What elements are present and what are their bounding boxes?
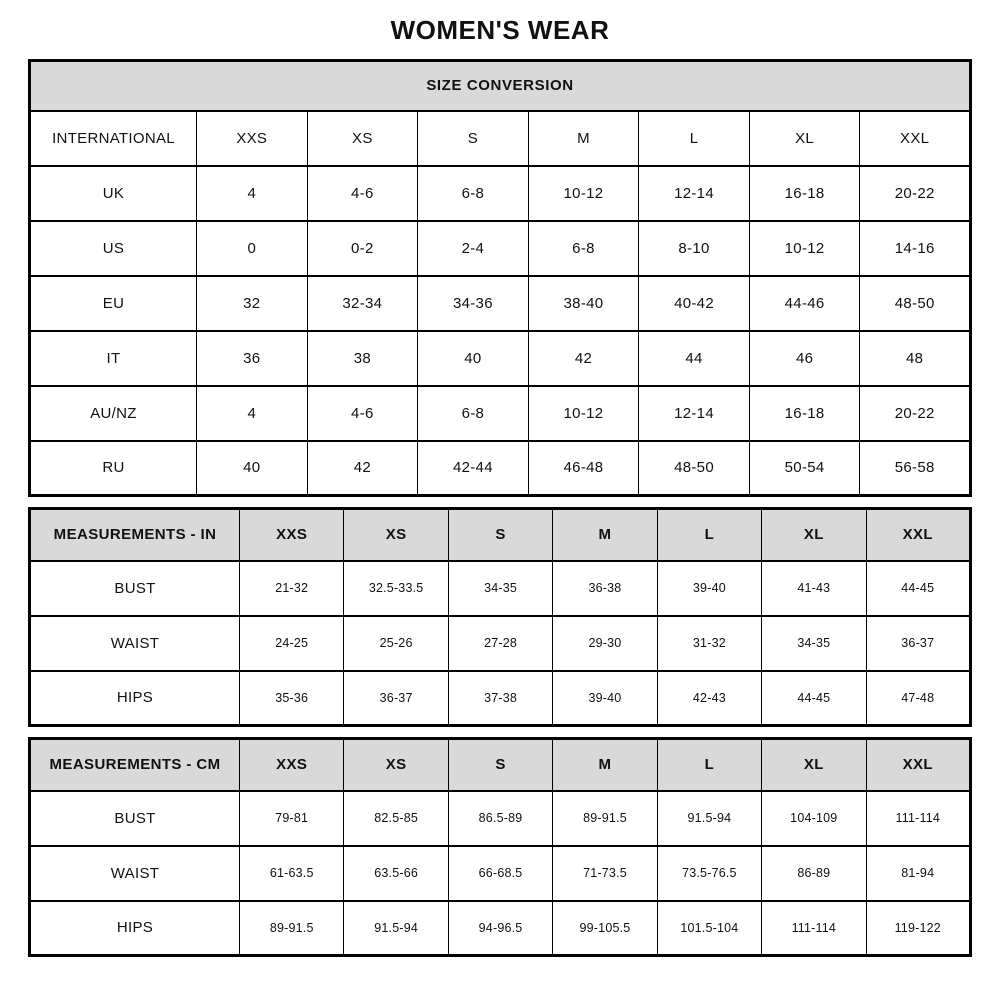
size-column-header: XXL — [860, 111, 971, 166]
size-value-cell: 6-8 — [528, 221, 639, 276]
measurement-label-cell: WAIST — [30, 616, 240, 671]
size-value-cell: 16-18 — [749, 386, 860, 441]
measurement-label-cell: HIPS — [30, 671, 240, 726]
measurement-label-cell: HIPS — [30, 901, 240, 956]
size-value-cell: 32 — [197, 276, 308, 331]
size-column-header: L — [639, 111, 750, 166]
size-value-cell: 10-12 — [528, 166, 639, 221]
size-conversion-row — [30, 441, 971, 496]
measurement-value-cell: 29-30 — [553, 616, 657, 671]
measurement-value-cell: 36-37 — [344, 671, 448, 726]
measurement-value-cell: 36-37 — [866, 616, 970, 671]
size-value-cell: 44 — [639, 331, 750, 386]
size-column-header: S — [418, 111, 529, 166]
size-value-cell: 4 — [197, 166, 308, 221]
size-conversion-header-row — [30, 61, 971, 111]
size-conversion-row — [30, 331, 971, 386]
size-conversion-body — [30, 166, 971, 496]
size-column-header: M — [528, 111, 639, 166]
region-label-cell: EU — [30, 276, 197, 331]
size-column-header: XL — [762, 509, 866, 561]
measurement-value-cell: 79-81 — [240, 791, 344, 846]
size-column-header: S — [448, 509, 552, 561]
measurement-value-cell: 31-32 — [657, 616, 761, 671]
size-value-cell: 42-44 — [418, 441, 529, 496]
size-column-header: XL — [762, 739, 866, 791]
size-value-cell: 46 — [749, 331, 860, 386]
measurements-in-title: MEASUREMENTS - IN — [30, 509, 240, 561]
measurements-in-header-row — [30, 509, 971, 561]
page-title: WOMEN'S WEAR — [390, 15, 610, 45]
measurement-value-cell: 99-105.5 — [553, 901, 657, 956]
size-value-cell: 46-48 — [528, 441, 639, 496]
size-value-cell: 48-50 — [860, 276, 971, 331]
size-column-header: L — [657, 739, 761, 791]
measurement-value-cell: 21-32 — [240, 561, 344, 616]
measurement-value-cell: 94-96.5 — [448, 901, 552, 956]
size-column-header: XS — [344, 739, 448, 791]
size-column-header: XS — [344, 509, 448, 561]
measurement-row — [30, 901, 971, 956]
measurement-value-cell: 91.5-94 — [344, 901, 448, 956]
measurement-label-cell: BUST — [30, 561, 240, 616]
measurement-value-cell: 82.5-85 — [344, 791, 448, 846]
size-column-header: S — [448, 739, 552, 791]
size-value-cell: 40 — [418, 331, 529, 386]
measurement-value-cell: 66-68.5 — [448, 846, 552, 901]
region-label-cell: US — [30, 221, 197, 276]
measurement-value-cell: 39-40 — [553, 671, 657, 726]
region-label-cell: IT — [30, 331, 197, 386]
measurement-row — [30, 561, 971, 616]
region-label-cell: UK — [30, 166, 197, 221]
size-value-cell: 32-34 — [307, 276, 418, 331]
size-value-cell: 12-14 — [639, 386, 750, 441]
size-value-cell: 44-46 — [749, 276, 860, 331]
size-column-header: XXL — [866, 509, 970, 561]
size-column-header: INTERNATIONAL — [30, 111, 197, 166]
measurement-value-cell: 34-35 — [762, 616, 866, 671]
measurement-value-cell: 27-28 — [448, 616, 552, 671]
size-column-header: XXS — [240, 509, 344, 561]
size-column-header: M — [553, 739, 657, 791]
measurement-value-cell: 111-114 — [866, 791, 970, 846]
measurement-value-cell: 32.5-33.5 — [344, 561, 448, 616]
measurement-value-cell: 89-91.5 — [553, 791, 657, 846]
measurement-value-cell: 24-25 — [240, 616, 344, 671]
measurement-row — [30, 671, 971, 726]
region-label-cell: AU/NZ — [30, 386, 197, 441]
size-value-cell: 36 — [197, 331, 308, 386]
size-column-header: XXS — [240, 739, 344, 791]
size-value-cell: 50-54 — [749, 441, 860, 496]
size-column-header: XS — [307, 111, 418, 166]
size-value-cell: 42 — [528, 331, 639, 386]
size-value-cell: 6-8 — [418, 386, 529, 441]
size-conversion-row — [30, 166, 971, 221]
size-value-cell: 48 — [860, 331, 971, 386]
size-value-cell: 20-22 — [860, 386, 971, 441]
measurement-value-cell: 41-43 — [762, 561, 866, 616]
size-value-cell: 38 — [307, 331, 418, 386]
measurements-in-table — [28, 507, 972, 727]
size-column-header: L — [657, 509, 761, 561]
measurement-value-cell: 91.5-94 — [657, 791, 761, 846]
size-value-cell: 42 — [307, 441, 418, 496]
size-value-cell: 4 — [197, 386, 308, 441]
size-conversion-row — [30, 221, 971, 276]
size-value-cell: 16-18 — [749, 166, 860, 221]
size-value-cell: 10-12 — [528, 386, 639, 441]
size-column-header: XL — [749, 111, 860, 166]
measurement-value-cell: 73.5-76.5 — [657, 846, 761, 901]
measurement-value-cell: 47-48 — [866, 671, 970, 726]
size-conversion-title: SIZE CONVERSION — [30, 61, 971, 111]
measurement-label-cell: WAIST — [30, 846, 240, 901]
size-column-header: M — [553, 509, 657, 561]
measurement-value-cell: 119-122 — [866, 901, 970, 956]
measurements-cm-table — [28, 737, 972, 957]
size-value-cell: 4-6 — [307, 166, 418, 221]
measurements-cm-body — [30, 791, 971, 956]
size-value-cell: 40 — [197, 441, 308, 496]
size-conversion-row — [30, 386, 971, 441]
size-column-header: XXL — [866, 739, 970, 791]
size-conversion-row — [30, 276, 971, 331]
measurements-cm-header-row — [30, 739, 971, 791]
size-value-cell: 40-42 — [639, 276, 750, 331]
size-value-cell: 34-36 — [418, 276, 529, 331]
size-column-header: XXS — [197, 111, 308, 166]
size-value-cell: 2-4 — [418, 221, 529, 276]
region-label-cell: RU — [30, 441, 197, 496]
size-value-cell: 48-50 — [639, 441, 750, 496]
size-value-cell: 4-6 — [307, 386, 418, 441]
measurement-row — [30, 791, 971, 846]
measurement-row — [30, 846, 971, 901]
size-conversion-table — [28, 59, 972, 497]
size-value-cell: 14-16 — [860, 221, 971, 276]
measurement-value-cell: 34-35 — [448, 561, 552, 616]
size-value-cell: 12-14 — [639, 166, 750, 221]
measurement-value-cell: 89-91.5 — [240, 901, 344, 956]
size-value-cell: 38-40 — [528, 276, 639, 331]
measurement-value-cell: 39-40 — [657, 561, 761, 616]
measurement-value-cell: 104-109 — [762, 791, 866, 846]
measurement-value-cell: 61-63.5 — [240, 846, 344, 901]
size-conversion-column-header-row — [30, 111, 971, 166]
size-value-cell: 0 — [197, 221, 308, 276]
measurement-row — [30, 616, 971, 671]
size-value-cell: 10-12 — [749, 221, 860, 276]
measurements-in-body — [30, 561, 971, 726]
measurement-value-cell: 35-36 — [240, 671, 344, 726]
measurements-cm-title: MEASUREMENTS - CM — [30, 739, 240, 791]
measurement-value-cell: 37-38 — [448, 671, 552, 726]
measurement-value-cell: 111-114 — [762, 901, 866, 956]
measurement-value-cell: 44-45 — [866, 561, 970, 616]
measurement-value-cell: 42-43 — [657, 671, 761, 726]
measurement-value-cell: 71-73.5 — [553, 846, 657, 901]
size-value-cell: 8-10 — [639, 221, 750, 276]
measurement-value-cell: 63.5-66 — [344, 846, 448, 901]
measurement-value-cell: 81-94 — [866, 846, 970, 901]
measurement-value-cell: 25-26 — [344, 616, 448, 671]
measurement-value-cell: 86.5-89 — [448, 791, 552, 846]
measurement-value-cell: 44-45 — [762, 671, 866, 726]
size-value-cell: 0-2 — [307, 221, 418, 276]
measurement-value-cell: 36-38 — [553, 561, 657, 616]
measurement-label-cell: BUST — [30, 791, 240, 846]
size-value-cell: 20-22 — [860, 166, 971, 221]
measurement-value-cell: 101.5-104 — [657, 901, 761, 956]
size-value-cell: 6-8 — [418, 166, 529, 221]
measurement-value-cell: 86-89 — [762, 846, 866, 901]
size-value-cell: 56-58 — [860, 441, 971, 496]
